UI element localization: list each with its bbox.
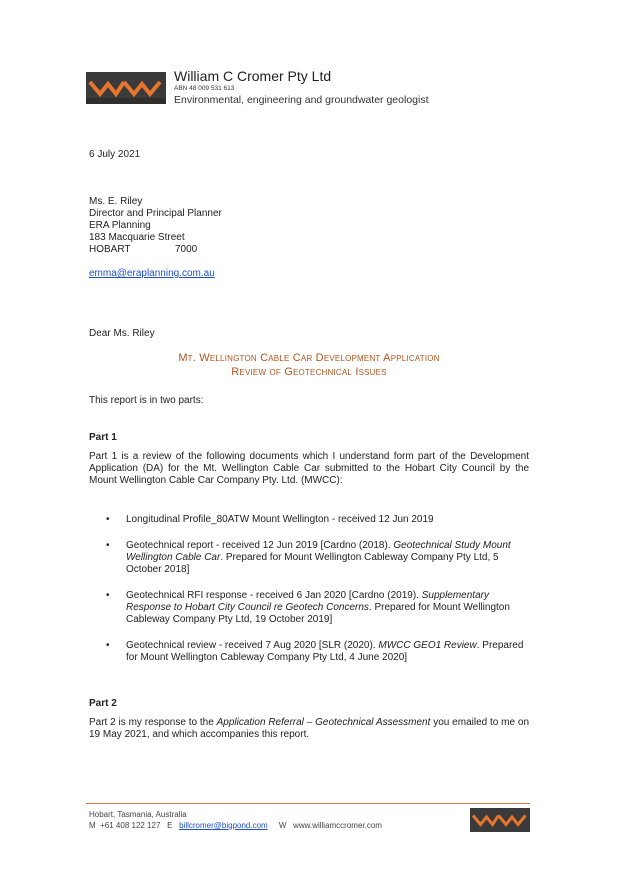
list-item: • Geotechnical review - received 7 Aug 2020 [SLR (2020). MWCC GEO1 Review. Prepared for Mount Wellington Cableway Company Pty Ltd, 4 June 2020] (106, 640, 524, 663)
salutation: Dear Ms. Riley (89, 328, 155, 339)
footer-divider (86, 803, 530, 804)
list-item: • Longitudinal Profile_80ATW Mount Wellington - received 12 Jun 2019 (106, 514, 434, 525)
recipient-title: Director and Principal Planner (89, 208, 222, 219)
recipient-address (89, 196, 222, 256)
letter-heading-line1: Mt. Wellington Cable Car Development Application (178, 352, 440, 364)
company-tagline: Environmental, engineering and groundwater geologist (174, 94, 429, 106)
list-item: • Geotechnical report - received 12 Jun 2019 [Cardno (2018). Geotechnical Study Mount Wellington Cable Car. Prepared for Mount Wellington Cableway Company Pty Ltd, 5 October 2018] (106, 540, 511, 575)
intro-text: This report is in two parts: (89, 395, 204, 406)
footer-email-link[interactable]: billcromer@bigpond.com (179, 821, 268, 830)
part2-title: Part 2 (89, 698, 117, 709)
recipient-street: 183 Macquarie Street (89, 232, 185, 243)
list-item: • Geotechnical RFI response - received 6 Jan 2020 [Cardno (2019). Supplementary Response to Hobart City Council re Geotech Concerns. Prepared for Mount Wellington Cableway Company Pty Ltd, 19 October 2019] (106, 590, 510, 625)
company-abn: ABN 48 009 531 613 (174, 85, 235, 92)
bullet-icon: • (106, 590, 110, 601)
bullet-icon: • (106, 540, 110, 551)
bullet-icon: • (106, 514, 110, 525)
recipient-city: HOBART (89, 244, 131, 255)
document-list (104, 514, 529, 678)
footer-address: Hobart, Tasmania, Australia (89, 810, 187, 819)
footer-mobile: +61 408 122 127 (100, 821, 161, 830)
footer-website[interactable]: www.williamccromer.com (293, 821, 382, 830)
letter-heading-line2: Review of Geotechnical Issues (231, 366, 387, 378)
company-logo (86, 72, 166, 104)
footer-contact: M +61 408 122 127 E billcromer@bigpond.com W www.williamccromer.com (89, 821, 382, 830)
recipient-city-row (89, 244, 222, 256)
bullet-icon: • (106, 640, 110, 651)
part1-title: Part 1 (89, 432, 117, 443)
recipient-company: ERA Planning (89, 220, 151, 231)
footer-logo (470, 808, 530, 832)
recipient-email-link[interactable]: emma@eraplanning.com.au (89, 268, 215, 279)
letter-date: 6 July 2021 (89, 149, 141, 160)
recipient-postcode: 7000 (175, 244, 198, 255)
part2-body: Part 2 is my response to the Application Referral – Geotechnical Assessment you emailed to me on 19 May 2021, and which accompanies this report. (89, 717, 530, 740)
recipient-name: Ms. E. Riley (89, 196, 143, 207)
company-name: William C Cromer Pty Ltd (174, 68, 332, 84)
part1-body: Part 1 is a review of the following documents which I understand form part of the Development Application (DA) for the Mt. Wellington Cable Car submitted to the Hobart City Council by the Mount Wellington Cable Car Company Pty. Ltd. (MWCC): (89, 451, 529, 486)
